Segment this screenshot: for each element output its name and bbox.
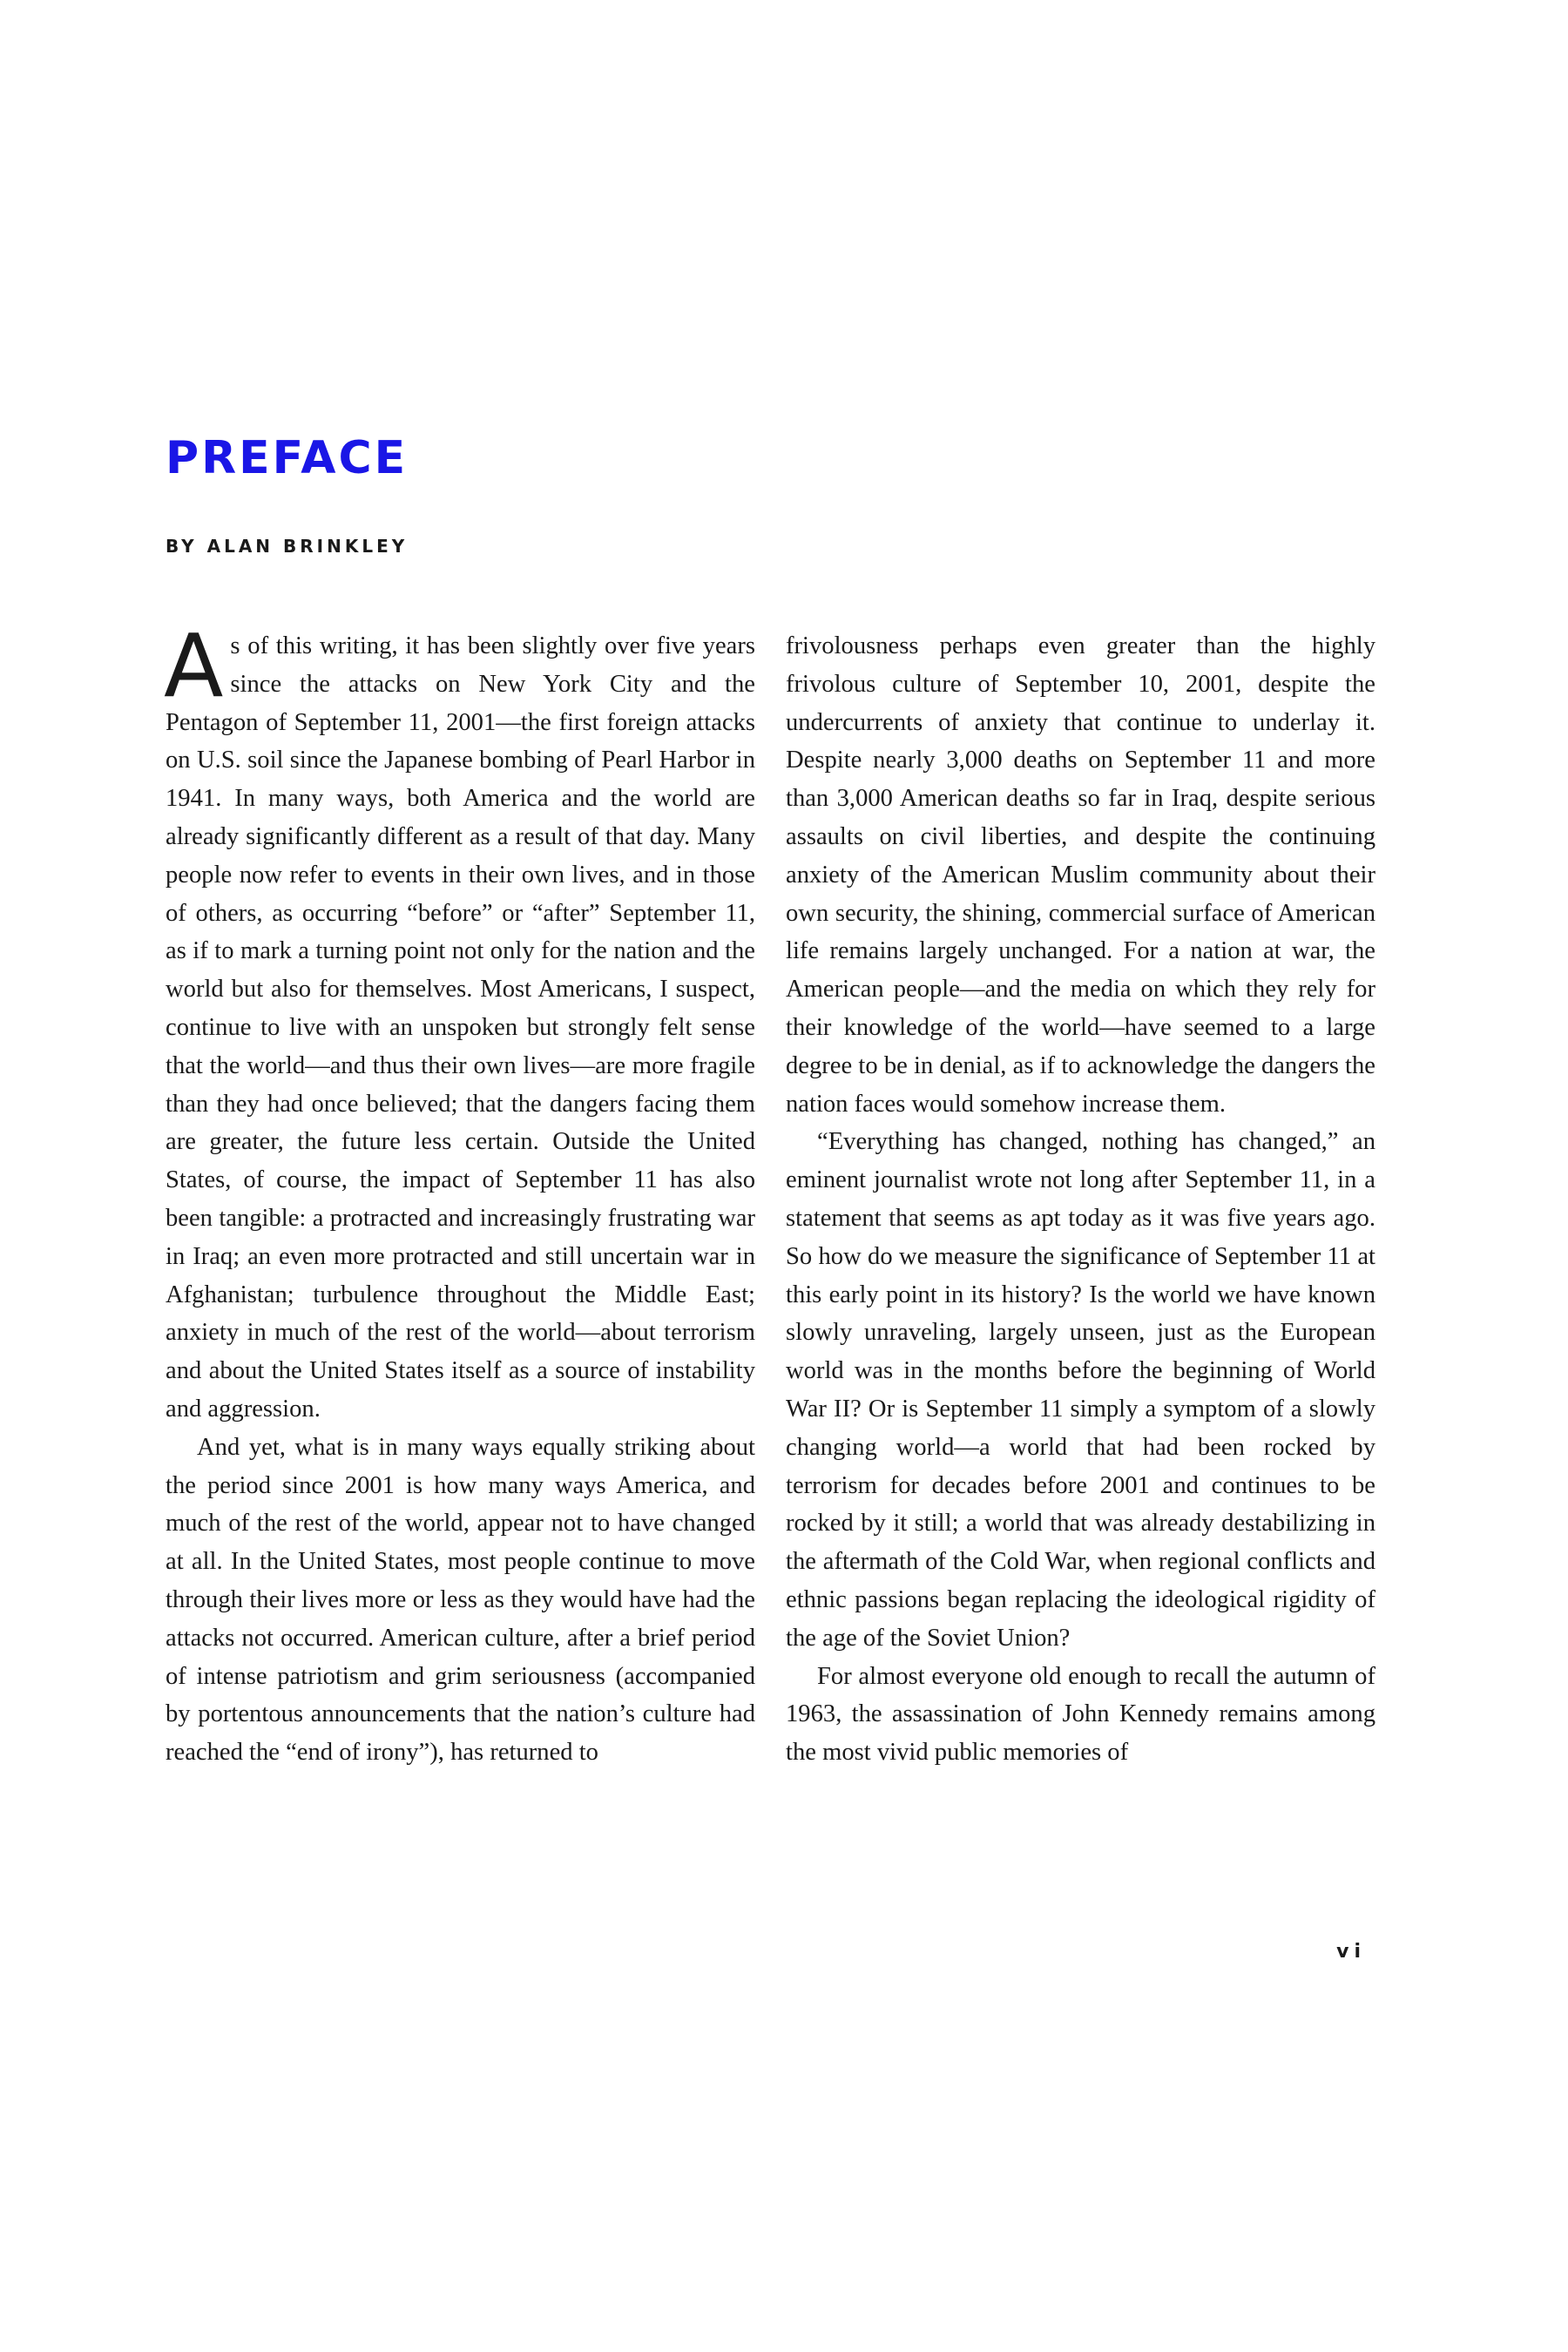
paragraph-1 xyxy=(164,615,755,1429)
left-column xyxy=(164,615,755,1772)
paragraph-1-text: s of this writing, it has been slightly over five years since the attacks on New York City and the Pentagon of September 11, 2001—the first foreign attacks on U.S. soil since the Japanese bombing of Pearl Harbor in 1941. In many ways, both America and the world are already significantly different as a result of that day. Many people now refer to events in their own lives, and in those of others, as occurring “before” or “after” September 11, as if to mark a turning point not only for the nation and the world but also for themselves. Most Americans, I suspect, continue to live with an unspoken but strongly felt sense that the world—and thus their own lives—are more fragile than they had once believed; that the dangers facing them are greater, the future less certain. Outside the United States, of course, the impact of September 11 has also been tangible: a protracted and increasingly frustrating war in Iraq; an even more protracted and still uncertain war in Afghanistan; turbulence throughout the Middle East; anxiety in much of the rest of the world—about terrorism and about the United States itself as a source of instability and aggression. xyxy=(166,632,755,1423)
author-byline: BY ALAN BRINKLEY xyxy=(166,536,409,557)
paragraph-2: And yet, what is in many ways equally striking about the period since 2001 is how many ways America, and much of the rest of the world, appear not to have changed at all. In the United States, most people continue to move through their lives more or less as they would have had the attacks not occurred. American culture, after a brief period of intense patriotism and grim seriousness (accompanied by portentous announcements that the nation’s culture had reached the “end of irony”), has returned to xyxy=(166,1433,755,1767)
drop-cap: A xyxy=(164,615,224,717)
page-title: PREFACE xyxy=(166,432,409,484)
right-column xyxy=(786,627,1375,1772)
page-number: vi xyxy=(1336,1941,1366,1963)
paragraph-4: For almost everyone old enough to recall the autumn of 1963, the assassination of John Kennedy remains among the most vivid public memories of xyxy=(786,1662,1375,1767)
paragraph-2-continued: frivolousness perhaps even greater than the highly frivolous culture of September 10, 2001, despite the undercurrents of anxiety that continue to underlay it. Despite nearly 3,000 deaths on September 11 and more than 3,000 American deaths so far in Iraq, despite serious assaults on civil liberties, and despite the continuing anxiety of the American Muslim community about their own security, the shining, commercial surface of American life remains largely unchanged. For a nation at war, the American people—and the media on which they rely for their knowledge of the world—have seemed to a large degree to be in denial, as if to acknowledge the dangers the nation faces would somehow increase them. xyxy=(786,632,1375,1118)
paragraph-3: “Everything has changed, nothing has changed,” an eminent journalist wrote not long after September 11, in a statement that seems as apt today as it was five years ago. So how do we measure the significance of September 11 at this early point in its history? Is the world we have known slowly unraveling, largely unseen, just as the European world was in the months before the beginning of World War II? Or is September 11 simply a symptom of a slowly changing world—a world that had been rocked by terrorism for decades before 2001 and continues to be rocked by it still; a world that was already destabilizing in the aftermath of the Cold War, when regional conflicts and ethnic passions began replacing the ideological rigidity of the age of the Soviet Union? xyxy=(786,1128,1375,1652)
